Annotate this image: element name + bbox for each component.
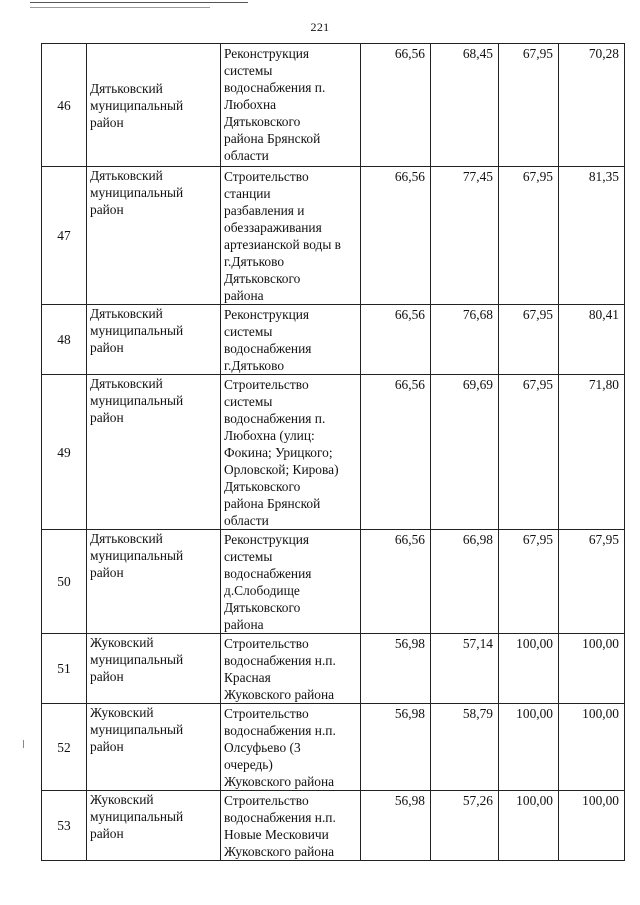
value-cell-1: 66,56 (361, 530, 431, 634)
value-cell-3: 67,95 (499, 44, 559, 167)
value-cell-2: 57,26 (431, 791, 499, 861)
margin-mark (23, 740, 24, 748)
district-name: Дятьковский муниципальный район (90, 376, 184, 425)
project-cell (221, 305, 361, 375)
district-name: Жуковский муниципальный район (90, 635, 184, 684)
value-cell-3: 67,95 (499, 305, 559, 375)
project-cell (221, 704, 361, 791)
value-cell-4: 67,95 (559, 530, 625, 634)
value-cell-1: 66,56 (361, 44, 431, 167)
row-number: 53 (42, 791, 87, 861)
table-row (42, 704, 625, 791)
project-cell (221, 791, 361, 861)
value-cell-3: 67,95 (499, 375, 559, 530)
district-cell (87, 530, 221, 634)
project-name: Реконструкция системы водоснабжения г.Дятьково (224, 307, 312, 373)
value-cell-4: 81,35 (559, 167, 625, 305)
row-number: 51 (42, 634, 87, 704)
district-cell (87, 305, 221, 375)
district-cell (87, 44, 221, 167)
table-row (42, 791, 625, 861)
table-row (42, 375, 625, 530)
value-cell-3: 67,95 (499, 167, 559, 305)
row-number: 48 (42, 305, 87, 375)
project-name: Реконструкция системы водоснабжения д.Слободище Дятьковского района (224, 532, 312, 632)
district-name: Дятьковский муниципальный район (90, 306, 184, 355)
value-cell-3: 100,00 (499, 634, 559, 704)
district-cell (87, 167, 221, 305)
value-cell-4: 100,00 (559, 634, 625, 704)
row-number: 49 (42, 375, 87, 530)
district-name: Дятьковский муниципальный район (90, 80, 184, 130)
value-cell-3: 100,00 (499, 791, 559, 861)
row-number: 47 (42, 167, 87, 305)
table-row (42, 305, 625, 375)
value-cell-1: 56,98 (361, 791, 431, 861)
data-table (41, 43, 625, 861)
district-name: Жуковский муниципальный район (90, 792, 184, 841)
project-name: Реконструкция системы водоснабжения п. Любохна Дятьковского района Брянской области (224, 46, 326, 163)
district-cell (87, 375, 221, 530)
table-row (42, 44, 625, 167)
value-cell-3: 67,95 (499, 530, 559, 634)
header-rule-secondary (30, 7, 210, 8)
project-cell (221, 375, 361, 530)
district-name: Дятьковский муниципальный район (90, 168, 184, 217)
value-cell-4: 70,28 (559, 44, 625, 167)
value-cell-2: 69,69 (431, 375, 499, 530)
value-cell-1: 66,56 (361, 375, 431, 530)
value-cell-2: 68,45 (431, 44, 499, 167)
header-rule (30, 2, 248, 3)
value-cell-1: 66,56 (361, 167, 431, 305)
page-number: 221 (310, 20, 330, 34)
value-cell-1: 66,56 (361, 305, 431, 375)
district-cell (87, 791, 221, 861)
table-row (42, 530, 625, 634)
project-cell (221, 530, 361, 634)
value-cell-4: 100,00 (559, 791, 625, 861)
row-number: 50 (42, 530, 87, 634)
project-name: Строительство станции разбавления и обеззараживания артезианской воды в г.Дятьково Дятьковского района (224, 169, 341, 303)
value-cell-1: 56,98 (361, 704, 431, 791)
row-number: 46 (42, 44, 87, 167)
value-cell-4: 80,41 (559, 305, 625, 375)
district-cell (87, 704, 221, 791)
value-cell-1: 56,98 (361, 634, 431, 704)
project-name: Строительство водоснабжения н.п. Красная Жуковского района (224, 636, 336, 702)
row-number: 52 (42, 704, 87, 791)
project-cell (221, 634, 361, 704)
value-cell-2: 76,68 (431, 305, 499, 375)
project-cell (221, 44, 361, 167)
project-cell (221, 167, 361, 305)
table-row (42, 167, 625, 305)
value-cell-4: 100,00 (559, 704, 625, 791)
value-cell-2: 58,79 (431, 704, 499, 791)
value-cell-2: 57,14 (431, 634, 499, 704)
table-row (42, 634, 625, 704)
value-cell-2: 66,98 (431, 530, 499, 634)
district-name: Жуковский муниципальный район (90, 705, 184, 754)
district-name: Дятьковский муниципальный район (90, 531, 184, 580)
value-cell-2: 77,45 (431, 167, 499, 305)
project-name: Строительство водоснабжения н.п. Олсуфьево (3 очередь) Жуковского района (224, 706, 336, 789)
project-name: Строительство системы водоснабжения п. Любохна (улиц: Фокина; Урицкого; Орловской; Кирова) Дятьковского района Брянской области (224, 377, 339, 528)
district-cell (87, 634, 221, 704)
value-cell-3: 100,00 (499, 704, 559, 791)
project-name: Строительство водоснабжения н.п. Новые Месковичи Жуковского района (224, 793, 336, 859)
value-cell-4: 71,80 (559, 375, 625, 530)
